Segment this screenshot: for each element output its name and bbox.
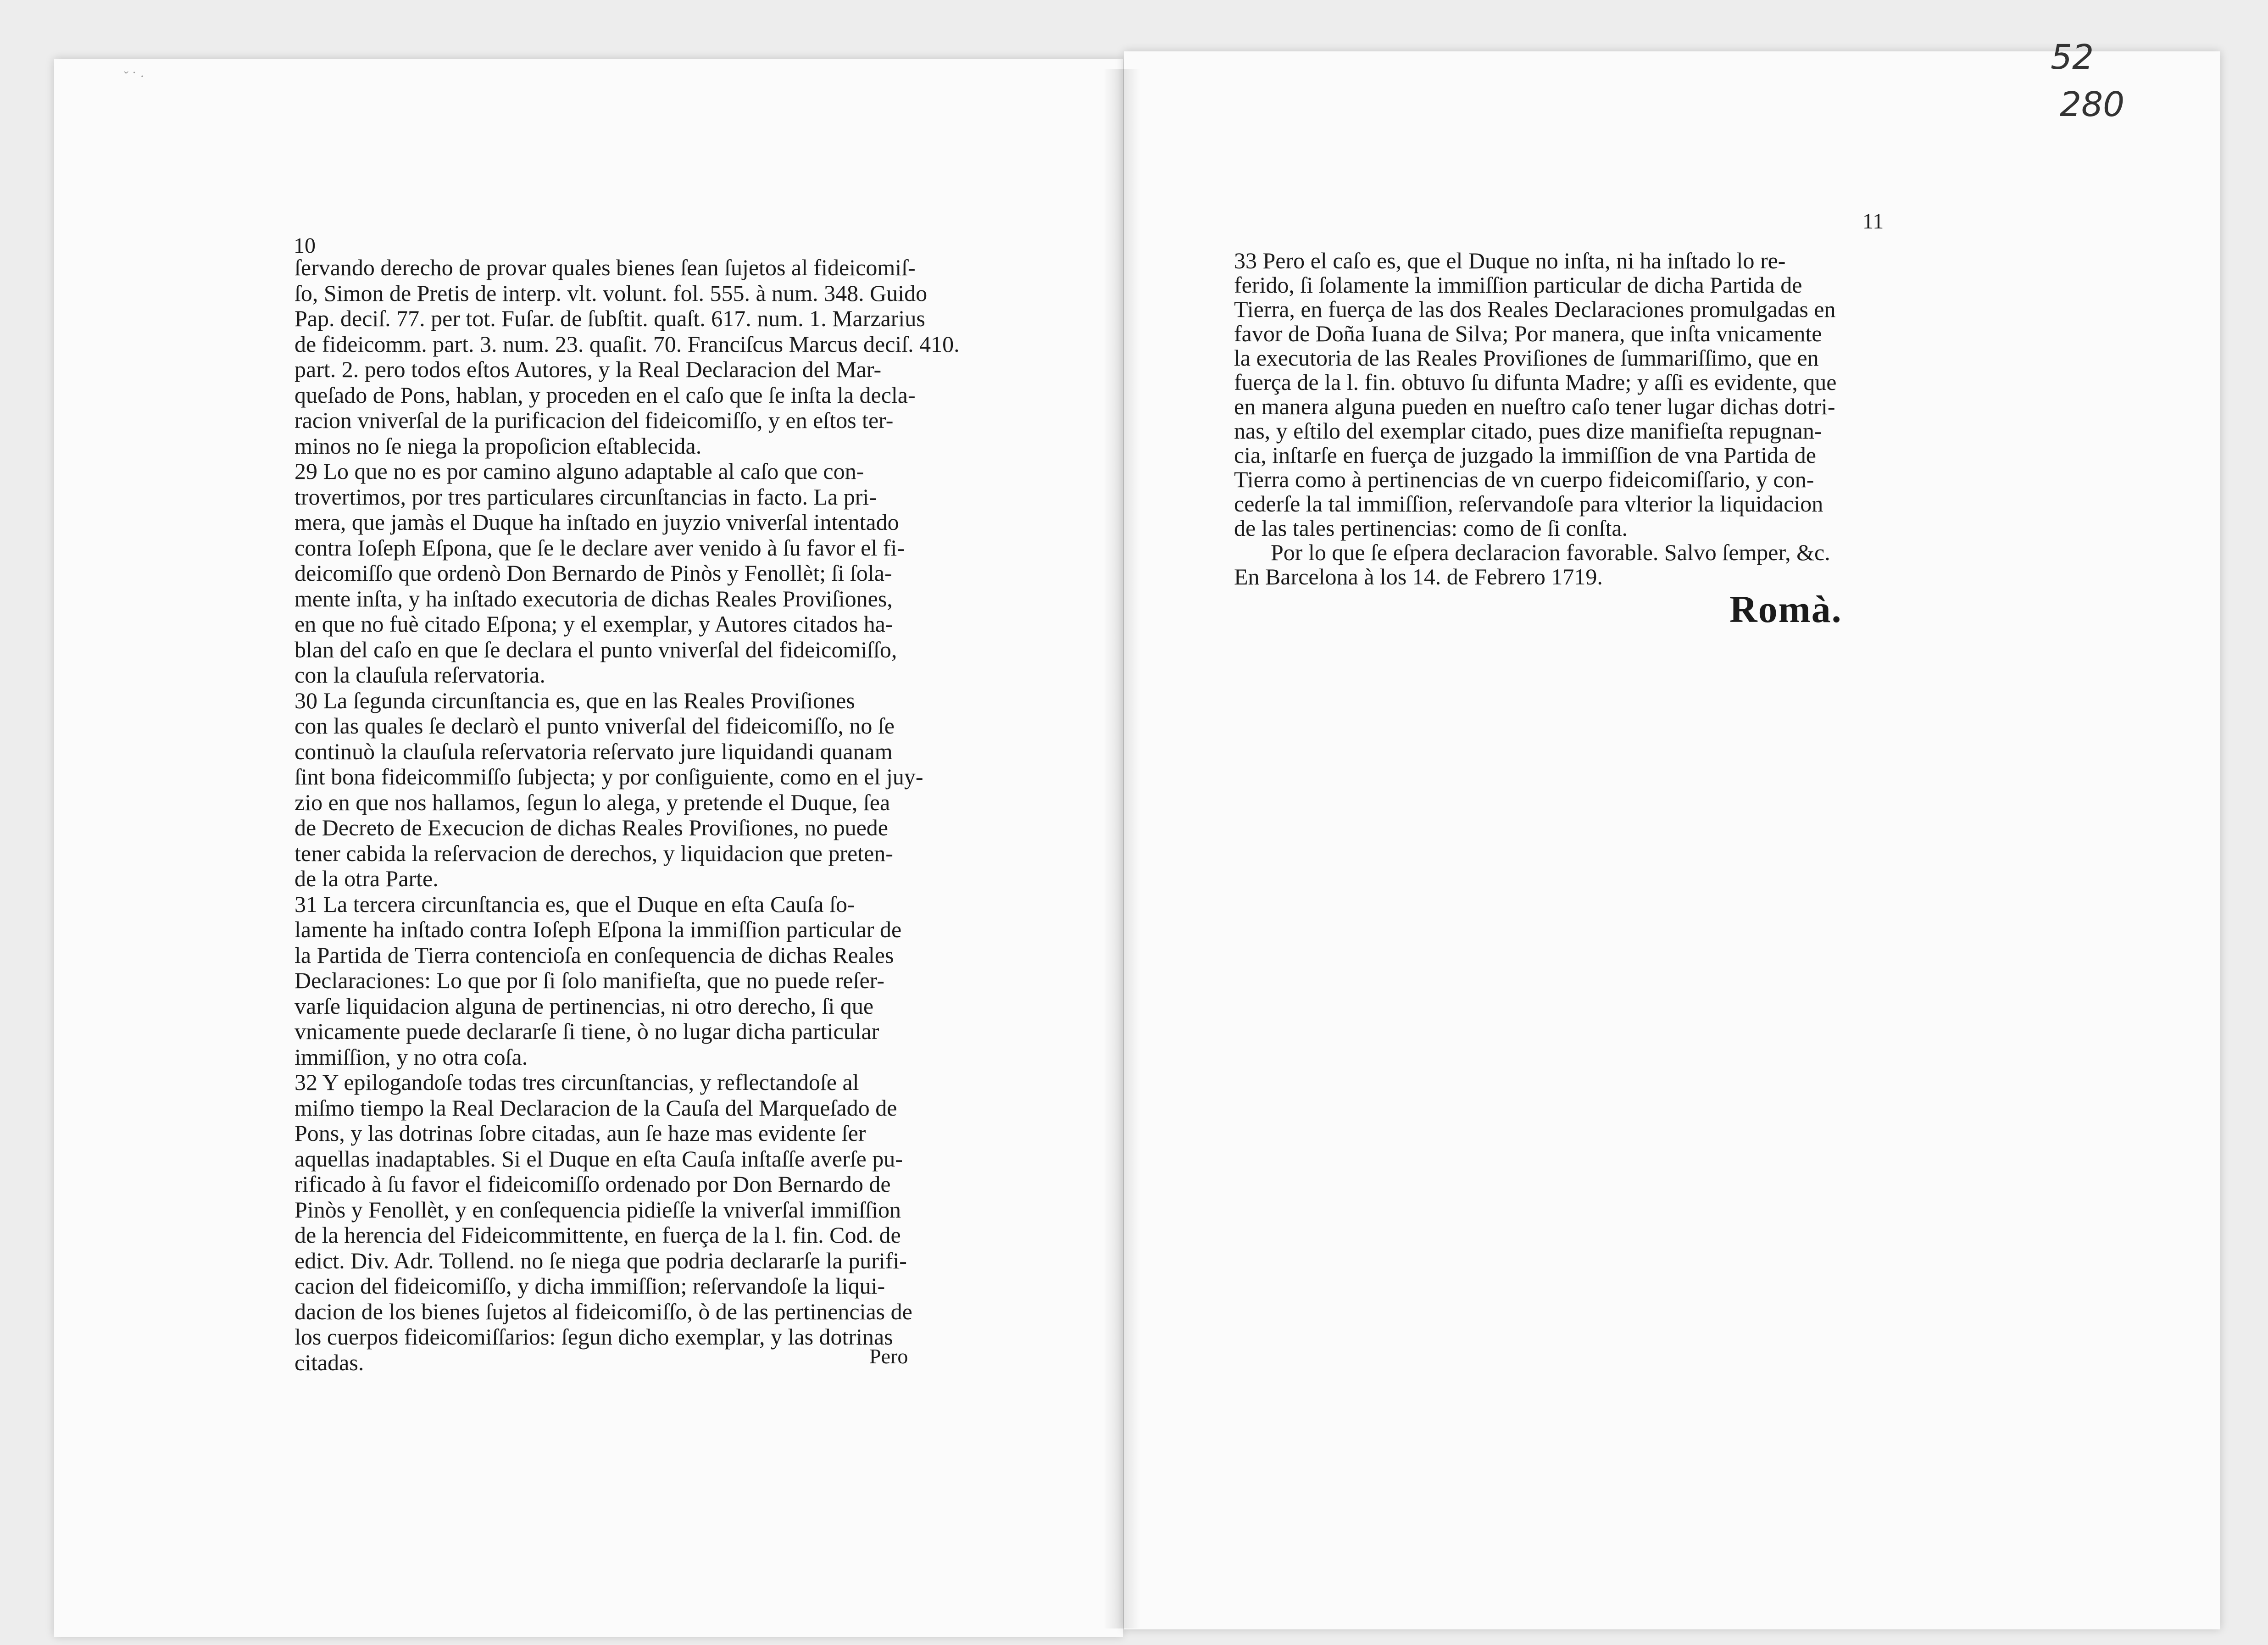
text-line: queſado de Pons, hablan, y proceden en el caſo que ſe inſta la decla- xyxy=(295,382,916,408)
text-line: en que no fuè citado Eſpona; y el exemplar, y Autores citados ha- xyxy=(295,611,893,637)
text-line: 30 La ſegunda circunſtancia es, que en las Reales Proviſiones xyxy=(295,687,855,713)
text-line: de Decreto de Execucion de dichas Reales Proviſiones, no puede xyxy=(295,815,888,840)
text-line: nas, y eſtilo del exemplar citado, pues dize manifieſta repugnan- xyxy=(1234,418,1822,444)
text-line: aquellas inadaptables. Si el Duque en eſta Cauſa inſtaſſe averſe pu- xyxy=(295,1145,903,1172)
text-line: edict. Div. Adr. Tollend. no ſe niega que podria declararſe la purifi- xyxy=(295,1247,907,1273)
text-line: ferido, ſi ſolamente la immiſſion particular de dicha Partida de xyxy=(1234,272,1802,298)
text-line: dacion de los bienes ſujetos al fideicomiſſo, ò de las pertinencias de xyxy=(295,1298,912,1324)
text-line: continuò la clauſula reſervatoria reſervato jure liquidandi quanam xyxy=(295,738,893,764)
text-line: blan del caſo en que ſe declara el punto vniverſal del fideicomiſſo, xyxy=(295,636,897,662)
text-line: lamente ha inſtado contra Ioſeph Eſpona la immiſſion particular de xyxy=(295,917,902,942)
text-line: ſint bona fideicommiſſo ſubjecta; y por conſiguiente, como en el juy- xyxy=(295,764,923,789)
text-line: ſervando derecho de provar quales bienes ſean ſujetos al fideicomiſ- xyxy=(295,255,916,280)
text-line: la executoria de las Reales Proviſiones de ſummariſſimo, que en xyxy=(1234,345,1819,371)
text-line: immiſſion, y no otra coſa. xyxy=(295,1044,528,1070)
text-line: Por lo que ſe eſpera declaracion favorable. Salvo ſemper, &c. xyxy=(1271,539,1830,565)
right-page-number: 11 xyxy=(1862,209,1884,233)
text-line: de la herencia del Fideicommittente, en fuerça de la l. fin. Cod. de xyxy=(295,1222,901,1248)
text-line: Tierra como à pertinencias de vn cuerpo fideicomiſſario, y con- xyxy=(1234,467,1814,492)
text-line: mera, que jamàs el Duque ha inſtado en juyzio vniverſal intentado xyxy=(295,509,899,535)
text-line: deicomiſſo que ordenò Don Bernardo de Pinòs y Fenollèt; ſi ſola- xyxy=(295,560,892,586)
text-line: fuerça de la l. fin. obtuvo ſu difunta Madre; y aſſi es evidente, que xyxy=(1234,369,1837,395)
text-line: en manera alguna pueden en nueſtro caſo tener lugar dichas dotri- xyxy=(1234,394,1835,419)
text-line: 29 Lo que no es por camino alguno adaptable al caſo que con- xyxy=(295,458,864,484)
text-line: Pap. deciſ. 77. per tot. Fuſar. de ſubſtit. quaſt. 617. num. 1. Marzarius xyxy=(295,306,925,331)
text-line: de la otra Parte. xyxy=(295,866,439,891)
text-line: contra Ioſeph Eſpona, que ſe le declare aver venido à ſu favor el fi- xyxy=(295,534,905,561)
signature-roma: Romà. xyxy=(1729,588,1842,631)
text-line: varſe liquidacion alguna de pertinencias, ni otro derecho, ſi que xyxy=(295,993,874,1019)
text-line: los cuerpos fideicomiſſarios: ſegun dicho exemplar, y las dotrinas xyxy=(295,1324,893,1350)
left-page-number: 10 xyxy=(294,233,316,258)
book-gutter xyxy=(1103,69,1140,1628)
text-line: 33 Pero el caſo es, que el Duque no inſta, ni ha inſtado lo re- xyxy=(1234,248,1786,273)
text-line: tener cabida la reſervacion de derechos, y liquidacion que preten- xyxy=(295,840,893,866)
text-line: de las tales pertinencias: como de ſi conſta. xyxy=(1234,515,1628,541)
text-line: mente inſta, y ha inſtado executoria de dichas Reales Proviſiones, xyxy=(295,585,893,611)
text-line: Tierra, en fuerça de las dos Reales Declaraciones promulgadas en xyxy=(1234,296,1836,322)
text-line: la Partida de Tierra contencioſa en conſequencia de dichas Reales xyxy=(295,942,894,968)
text-line: trovertimos, por tres particulares circunſtancias in facto. La pri- xyxy=(295,483,877,510)
text-line: 31 La tercera circunſtancia es, que el Duque en eſta Cauſa ſo- xyxy=(295,891,855,917)
text-line: vnicamente puede declararſe ſi tiene, ò no lugar dicha particular xyxy=(295,1018,879,1044)
handwritten-folio-2: 280 xyxy=(2060,85,2125,124)
text-line: minos no ſe niega la propoſicion eſtablecida. xyxy=(295,433,702,459)
text-line: zio en que nos hallamos, ſegun lo alega, y pretende el Duque, ſea xyxy=(295,789,890,815)
text-line: de fideicomm. part. 3. num. 23. quaſit. 70. Franciſcus Marcus deciſ. 410. xyxy=(295,331,960,357)
text-line: Pinòs y Fenollèt, y en conſequencia pidieſſe la vniverſal immiſſion xyxy=(295,1196,901,1223)
text-line: con la clauſula reſervatoria. xyxy=(295,662,545,688)
text-line: part. 2. pero todos eſtos Autores, y la Real Declaracion del Mar- xyxy=(295,356,882,382)
text-line: Pons, y las dotrinas ſobre citadas, aun ſe haze mas evidente ſer xyxy=(295,1120,866,1146)
text-line: cacion del fideicomiſſo, y dicha immiſſion; reſervandoſe la liqui- xyxy=(295,1273,885,1299)
text-line: racion vniverſal de la purificacion del fideicomiſſo, y en eſtos ter- xyxy=(295,407,894,433)
text-line: rificado à ſu favor el fideicomiſſo ordenado por Don Bernardo de xyxy=(295,1171,891,1197)
text-line: ſo, Simon de Pretis de interp. vlt. volunt. fol. 555. à num. 348. Guido xyxy=(295,280,928,306)
text-line: cia, inſtarſe en fuerça de juzgado la immiſſion de vna Partida de xyxy=(1234,442,1816,468)
catchword: Pero xyxy=(869,1345,908,1368)
margin-smudge: ˇ ˙ · xyxy=(124,69,145,84)
text-line: miſmo tiempo la Real Declaracion de la Cauſa del Marqueſado de xyxy=(295,1095,897,1121)
text-line: Declaraciones: Lo que por ſi ſolo manifieſta, que no puede reſer- xyxy=(295,967,884,993)
text-line: 32 Y epilogandoſe todas tres circunſtancias, y reflectandoſe al xyxy=(295,1069,859,1095)
text-line: En Barcelona à los 14. de Febrero 1719. xyxy=(1234,564,1603,589)
text-line: citadas. xyxy=(295,1349,364,1375)
text-line: cederſe la tal immiſſion, reſervandoſe para vlterior la liquidacion xyxy=(1234,491,1823,517)
text-line: con las quales ſe declarò el punto vniverſal del fideicomiſſo, no ſe xyxy=(295,713,895,739)
handwritten-folio-1: 52 xyxy=(2051,38,2094,77)
text-line: favor de Doña Iuana de Silva; Por manera, que inſta vnicamente xyxy=(1234,321,1822,346)
